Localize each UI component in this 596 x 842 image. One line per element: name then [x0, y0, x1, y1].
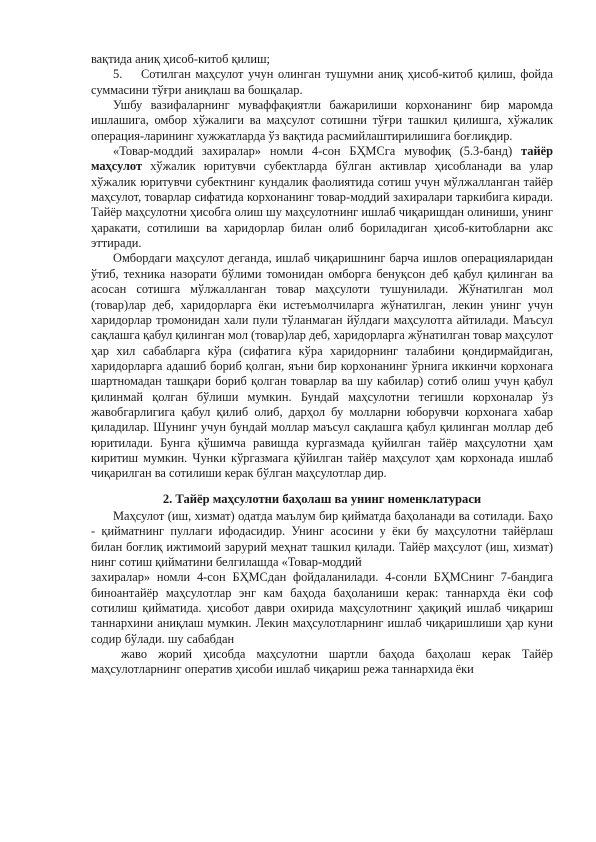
section-heading: 2. Тайёр маҳсулотни баҳолаш ва унинг номенклатураси — [162, 491, 482, 506]
paragraph: Ушбу вазифаларнинг муваффақиятли бажарилиши корхонанинг бир маромда ишлашига, омбор хўжалиги ва маҳсулот сотишни тўғри ташкил қилишга, хўжалик операция-ларининг хужжатларда ўз вақтида расмийлаштирилишига боғлиқдир. — [91, 98, 553, 143]
paragraph: Омбордаги маҳсулот деганда, ишлаб чиқаришнинг барча ишлов операцияларидан ўтиб, техника назорати бўлими томонидан омборга бенуқсон деб қабул қилинган ва асосан сотишга мўлжалланган товар маҳсулоти тушунилади. Жўнатилган мол (товар)лар деб, харидорларга ёки истеъмолчиларга жўнатилган, лекин унинг учун харидорлар тромонидан хали пули тўланмаган йўлдаги маҳсулотга айтилади. Маъсул сақлашга қабул қилинган мол (товар)лар деб, харидорларга жўнатилган товар маҳсулот ҳар хил сабабларга кўра (сифатига кўра харидорнинг талабини қондирмайдиган, харидорларга адашиб бориб қолган, яъни бир корхонанинг ўрнига иккинчи корхонага шартномадан ташқари бориб қолган товарлар ва шу кабилар) сотиб олиш учун қабул қилинмай қолган бўлиши мумкин. Бундай маҳсулотни тегишли корхоналар ўз жавобгарлигига қабул қилиб олиб, дарҳол бу молларни юборувчи корхонага хабар қиладилар. Шунинг учун бундай моллар маъсул сақлашга қабул қилинган моллар деб юритилади. Бунга қўшимча равишда кургазмада қуйилган тайёр маҳсулотни ҳам киритиш мумкин. Чунки кўргазмага қўйилган тайёр маҳсулот ҳам корхонада ишлаб чиқарилган ва сотилиши керак бўлган маҳсулотлар дир. — [91, 251, 553, 481]
paragraph-continuation: вақтида аниқ ҳисоб-китоб қилиш; — [91, 52, 270, 66]
list-item-text: Сотилган маҳсулот учун олинган тушумни аниқ ҳисоб-китоб қилиш, фойда суммасини тўғри аниқлаш ва бошқалар. — [91, 67, 553, 97]
paragraph-definition — [91, 144, 553, 251]
list-item-5 — [91, 67, 553, 98]
bold-term: тайёр маҳсулот — [91, 144, 553, 174]
text-run: «Товар-моддий захиралар» номли 4-сон БҲМСга мувофиқ (5.3-банд) — [113, 144, 522, 159]
body-text — [91, 52, 553, 678]
list-number: 5. — [113, 67, 123, 82]
paragraph-continuation: захиралар» номли 4-сон БҲМСдан фойдаланилади. 4-сонли БҲМСнинг 7-бандига биноантайёр маҳсулотлар энг кам баҳода баҳоланиши керак: таннархда ёки соф сотилиш қийматида. ҳисобот даври охирида маҳсулотнинг ҳақиқий ишлаб чиқариш таннархини аниқлаш мумкин. Лекин маҳсулотларнинг ишлаб чиқаришлиши ҳар куни содир бўлади. шу сабабдан — [91, 570, 553, 646]
paragraph: Маҳсулот (иш, хизмат) одатда маълум бир қийматда баҳоланади ва сотилади. Баҳо - қийматнинг пуллаги ифодасидир. Унинг асосини у ёки бу маҳсулотни тайёрлаш билан боғлиқ ижтимоий зарурий меҳнат ташкил қилади. Тайёр маҳсулот (иш, хизмат) нинг сотиш қийматини белгилашда «Товар-моддий — [91, 508, 553, 569]
text-run: хўжалик юритувчи субектларда бўлган активлар ҳисобланади ва улар хўжалик юритувчи субектнинг кундалик фаолиятида сотиш учун мўлжалланган тайёр маҳсулот, товарлар сифатида корхонанинг товар-моддий захиралари таркибига киради. Тайёр маҳсулотни ҳисобга олиш шу маҳсулотнинг ишлаб чиқаришдан олиниши, унинг ҳаракати, сотилиши ва харидорлар билан олиб бориладиган ҳисоб-китобларни акс эттиради. — [91, 159, 553, 251]
paragraph: жаво жорий ҳисобда маҳсулотни шартли баҳода баҳолаш керак Тайёр маҳсулотларнинг оператив ҳисоби ишлаб чиқариш режа таннархида ёки — [91, 647, 553, 677]
